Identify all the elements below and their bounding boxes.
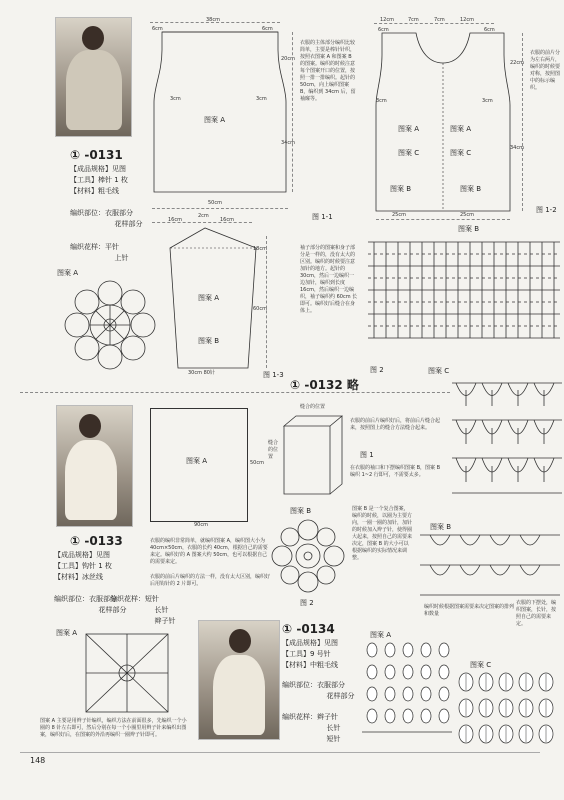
- fig11-right-6: 6cm: [262, 26, 273, 32]
- fig11-bottom-dim: [152, 208, 288, 209]
- fig12-top-3: 7cm: [434, 17, 445, 23]
- fig12-curve-3r: 3cm: [482, 98, 493, 104]
- spec-line: 【工具】棒针 1 枚: [70, 176, 128, 184]
- fig11-top-dim: [150, 22, 280, 23]
- fig13-bottom: 30cm 80针: [188, 370, 215, 376]
- fig11-shape: [150, 32, 290, 192]
- spec-line: 【工具】钩针 1 枚: [54, 562, 112, 570]
- fig12-pattern-a-right: 图案 A: [450, 125, 472, 133]
- rect-pattern-a-width: 90cm: [194, 522, 208, 528]
- fig13-note: 袖子部分的图案和身子部分是一样的，没有太大的区别。编织的时候要注意加针的地方。起针的 30cm，然后一边编织一边加针，编织到长度 16cm，然后编织一边编织，袖子编织约 60cm 长即可。编织好后缝合在身体上。: [300, 245, 358, 314]
- pattern-c-chart-0134: [456, 668, 560, 748]
- pattern-b-label-0133: 图案 B: [290, 507, 312, 515]
- fig12-bottom-left: 25cm: [392, 212, 406, 218]
- fig13-height-18: 18cm: [253, 246, 267, 252]
- fig12-left-6: 6cm: [378, 27, 389, 33]
- pattern-c-label-0131: 图案 C: [428, 367, 450, 375]
- pattern-id-0131: ① -0131: [70, 148, 123, 162]
- rect-pattern-a-label: 图案 A: [186, 457, 208, 465]
- pattern-a-chart-0134: [362, 640, 452, 740]
- stitch-0133: 编织花样：短针 长针 辫子针: [110, 595, 176, 625]
- pattern-id-0133: ① -0133: [70, 534, 123, 548]
- pattern-id-0132: ① -0132 略: [290, 378, 359, 392]
- fig12-top-1: 12cm: [380, 17, 394, 23]
- specs-0133: [54, 550, 112, 583]
- fig11-left-6: 6cm: [152, 26, 163, 32]
- fig12-height-34: 34cm: [510, 145, 524, 151]
- pattern-b-chart-0134: [420, 530, 560, 600]
- spec-line: 【成品规格】见图: [54, 551, 110, 559]
- rect-pattern-a-height: 50cm: [250, 460, 264, 466]
- cube-note2: 在衣服的袖口和下摆编织图案 B，图案 B 编织 1~2 行即可，不需要太多。: [350, 465, 441, 478]
- parts-0134: 编织部位：衣服部分 花样部分: [282, 681, 355, 700]
- fig12-top-dim: [374, 23, 494, 24]
- model-photo-0134: [198, 620, 280, 740]
- fig12-caption: 图 1-2: [536, 206, 557, 214]
- fig11-curve-3l: 3cm: [170, 96, 181, 102]
- fig13-label-a: 图案 A: [198, 294, 220, 302]
- pattern-a-note-0133: 图案 A 主要是用辫子针编织，编织方法在前面很多，先编织一个小圈的 8 针左右即可，然后分别在每一个小圈里用辫子针来编织出图案，编织好后，在图案的外沿再编织一圈辫子针即可。: [40, 718, 187, 738]
- pattern-b-label-0131: 图案 B: [458, 225, 480, 233]
- cube-note: 衣服的前后片编织好后，将前后片缝合起来，按照图上的缝合方法缝合起来。: [350, 418, 441, 431]
- fig12-curve-3l: 3cm: [376, 98, 387, 104]
- fig13-top-dim: [152, 222, 252, 223]
- pattern-a-label-0134: 图案 A: [370, 631, 392, 639]
- fig12-right-6: 6cm: [484, 27, 495, 33]
- spec-line: 【材料】中粗毛线: [282, 661, 338, 669]
- pattern-c-chart-0131: [452, 378, 562, 498]
- fig2-caption-0131: 图 2: [370, 366, 384, 374]
- spec-line: 【工具】9 号针: [282, 650, 331, 658]
- fig11-note: 衣服的主体部分编织比较简单，主要是棒针针织，按照衣图案 A 和图案 B 的图案。编织的时候注意每个图案开口的位置，按照一排一排编织。起针的 50cm，向上编织图案 B，编织到 34cm 后，留袖窿等。: [300, 40, 356, 102]
- fig13-caption: 图 1-3: [263, 371, 284, 379]
- pattern-b-chart-0131: [368, 232, 560, 357]
- fig12-top-2: 7cm: [408, 17, 419, 23]
- pattern-b-label-0134: 图案 B: [430, 523, 452, 531]
- fig11-caption: 图 1-1: [312, 213, 333, 221]
- specs-0131: [70, 164, 128, 197]
- fig12-right-dim: [522, 33, 523, 211]
- pattern-a-star-0133: [84, 632, 170, 714]
- fig12-bottom-right: 25cm: [460, 212, 474, 218]
- fig13-right-dim: [266, 236, 267, 368]
- fig11-curve-3r: 3cm: [256, 96, 267, 102]
- stitch-0131: 编织花样：平针 上针: [70, 243, 129, 262]
- page-number: 148: [30, 756, 46, 765]
- cube-diagram: [282, 414, 344, 496]
- fig13-top-mid: 2cm: [198, 213, 209, 219]
- pattern-c-label-0134: 图案 C: [470, 661, 492, 669]
- stitch-0134: 编织花样：辫子针 长针 短针: [282, 713, 341, 743]
- cube-side-label: 缝合的位置: [268, 440, 279, 460]
- rect-pattern-a-note2: 衣服的前后片编织的方法一样，没有太大区别，编织好后用钩针的 2 片即可。: [150, 574, 271, 587]
- fig2-caption-0133: 图 2: [300, 599, 314, 607]
- fig12-pattern-c-left: 图案 C: [398, 149, 420, 157]
- fig11-top-width: 38cm: [206, 17, 220, 23]
- fig12-pattern-b-left: 图案 B: [390, 185, 412, 193]
- right-note-0134: 衣服的下摆处，编织图案，长针，按照自己的需要来定。: [516, 600, 557, 627]
- flower-motif-0131: [55, 275, 165, 375]
- pattern-a-label-0131: 图案 A: [57, 269, 79, 277]
- fig11-height-20: 20cm: [281, 56, 295, 62]
- cube-caption: 图 1: [360, 451, 374, 459]
- model-photo-0131: [55, 17, 132, 137]
- fig12-height-22: 22cm: [510, 60, 524, 66]
- rect-pattern-a-note: 衣服的编织非常简单，就编织图案 A，编织图大小为 40cm×50cm，衣服的长约 40cm，根据自己的需要来定。编织好的 A 图案大约 50cm，也可以根据自己的需要来定。: [150, 538, 268, 565]
- fig12-note: 衣服的前片分为左右两片，编织的时候要对称，按照图中的标示编织。: [530, 50, 561, 91]
- footer-line: [20, 752, 540, 753]
- fig13-height-60: 60cm: [253, 306, 267, 312]
- fig12-pattern-a-left: 图案 A: [398, 125, 420, 133]
- fig13-top-right: 16cm: [220, 217, 234, 223]
- pattern-b-flower-0133: [268, 515, 348, 597]
- spec-line: 【成品规格】见图: [282, 639, 338, 647]
- spec-line: 【成品规格】见图: [70, 165, 126, 173]
- pattern-id-0134: ① -0134: [282, 622, 335, 636]
- cube-top-label: 缝合的位置: [300, 404, 326, 410]
- fig12-pattern-b-right: 图案 B: [460, 185, 482, 193]
- pattern-a-label-0133: 图案 A: [56, 629, 78, 637]
- fig12-top-4: 12cm: [460, 17, 474, 23]
- specs-0134: [282, 638, 338, 671]
- pattern-b-note-0133: 图案 B 是一个复合图案，编织的时候，以圈为主要方向，一圈一圈的加针，加针的时候加入辫子针，使得圈大起来，按照自己的需要来决定，图案 B 的大小可以根据编织的实际情况来调整。: [352, 506, 413, 561]
- fig11-bottom-width: 50cm: [208, 200, 222, 206]
- model-photo-0133: [56, 405, 133, 527]
- section-divider: [20, 392, 450, 393]
- fig12-pattern-c-right: 图案 C: [450, 149, 472, 157]
- fig11-height-34: 34cm: [281, 140, 295, 146]
- pattern-b-note-0134: 编织时候根据图案需要来决定图案的排列和数量: [424, 604, 515, 617]
- fig11-label: 图案 A: [204, 116, 226, 124]
- fig13-top-left: 16cm: [168, 217, 182, 223]
- fig11-right-dim: [292, 32, 293, 192]
- parts-0133: 编织部位：衣服部分 花样部分: [54, 595, 127, 614]
- fig12-bottom-dim: [376, 219, 510, 220]
- fig13-label-b: 图案 B: [198, 337, 220, 345]
- spec-line: 【材料】粗毛线: [70, 187, 119, 195]
- parts-0131: 编织部位：衣服部分 花样部分: [70, 209, 143, 228]
- spec-line: 【材料】冰丝线: [54, 573, 103, 581]
